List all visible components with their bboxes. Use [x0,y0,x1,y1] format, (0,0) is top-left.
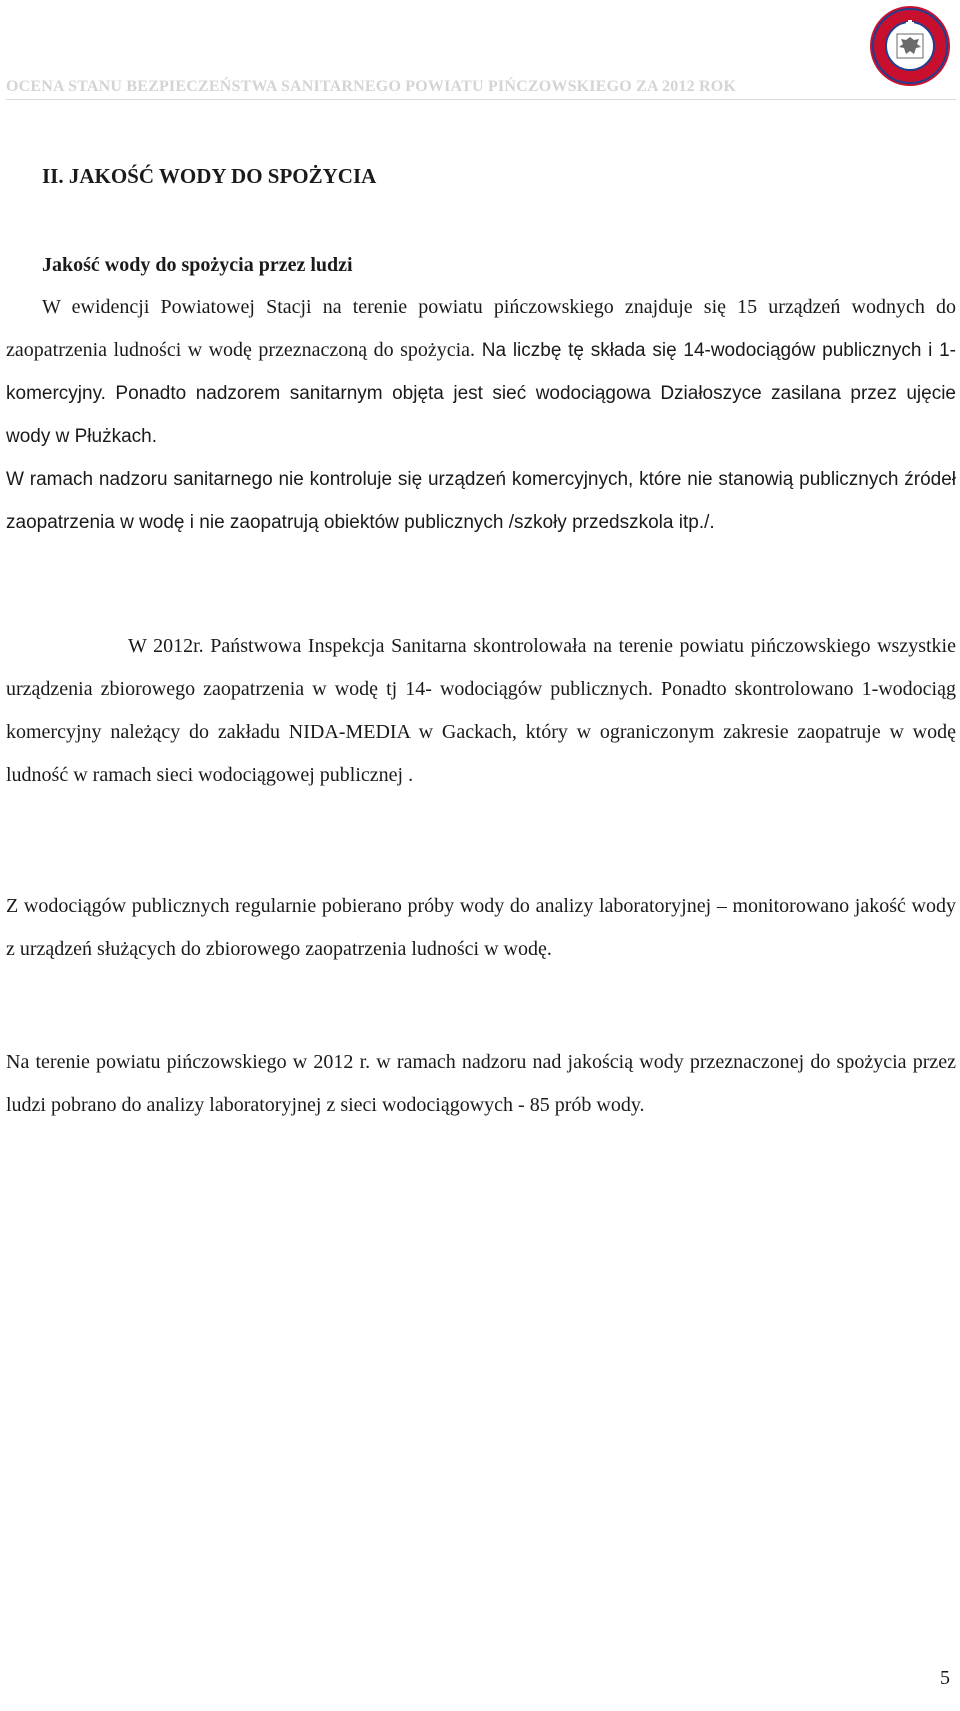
paragraph-supervision: W ramach nadzoru sanitarnego nie kontroluje się urządzeń komercyjnych, które nie stanowią publicznych źródeł zaopatrzenia w wodę i nie zaopatrują obiektów publicznych /szkoły przedszkola itp./. [6,469,956,533]
section-title: II. JAKOŚĆ WODY DO SPOŻYCIA [42,164,377,188]
paragraph-registry-serif: W ewidencji Powiatowej Stacji na terenie powiatu pińczowskiego znajduje się 15 urządzeń wodnych do zaopatrzenia ludności w wodę przeznaczoną do spożycia. [6,296,956,361]
running-header-title: OCENA STANU BEZPIECZEŃSTWA SANITARNEGO POWIATU PIŃCZOWSKIEGO ZA 2012 ROK [6,78,737,95]
paragraph-samples: Na terenie powiatu pińczowskiego w 2012 r. w ramach nadzoru nad jakością wody przeznaczonej do spożycia przez ludzi pobrano do analizy laboratoryjnej z sieci wodociągowych - 85 prób wody. [6,1051,956,1116]
paragraph-registry [6,286,956,458]
paragraph-inspections: W 2012r. Państwowa Inspekcja Sanitarna skontrolowała na terenie powiatu pińczowskiego wszystkie urządzenia zbiorowego zaopatrzenia w wodę tj 14- wodociągów publicznych. Ponadto skontrolowano 1-wodociąg komercyjny należący do zakładu NIDA-MEDIA w Gackach, który w ograniczonym zakresie zaopatruje w wodę ludność w ramach sieci wodociągowej publicznej . [6,635,956,786]
paragraph-monitoring: Z wodociągów publicznych regularnie pobierano próby wody do analizy laboratoryjnej – monitorowano jakość wody z urządzeń służących do zbiorowego zaopatrzenia ludności w wodę. [6,895,956,960]
running-header [6,78,906,96]
sanitary-inspection-logo [868,4,952,88]
paragraph-registry-sans: Na liczbę tę składa się 14-wodociągów publicznych i 1- komercyjny. Ponadto nadzorem sanitarnym objęta jest sieć wodociągowa Działoszyce zasilana przez ujęcie wody w Płużkach. [6,340,956,447]
page-number: 5 [940,1667,950,1689]
section-subtitle: Jakość wody do spożycia przez ludzi [42,254,353,276]
header-divider [6,99,956,100]
